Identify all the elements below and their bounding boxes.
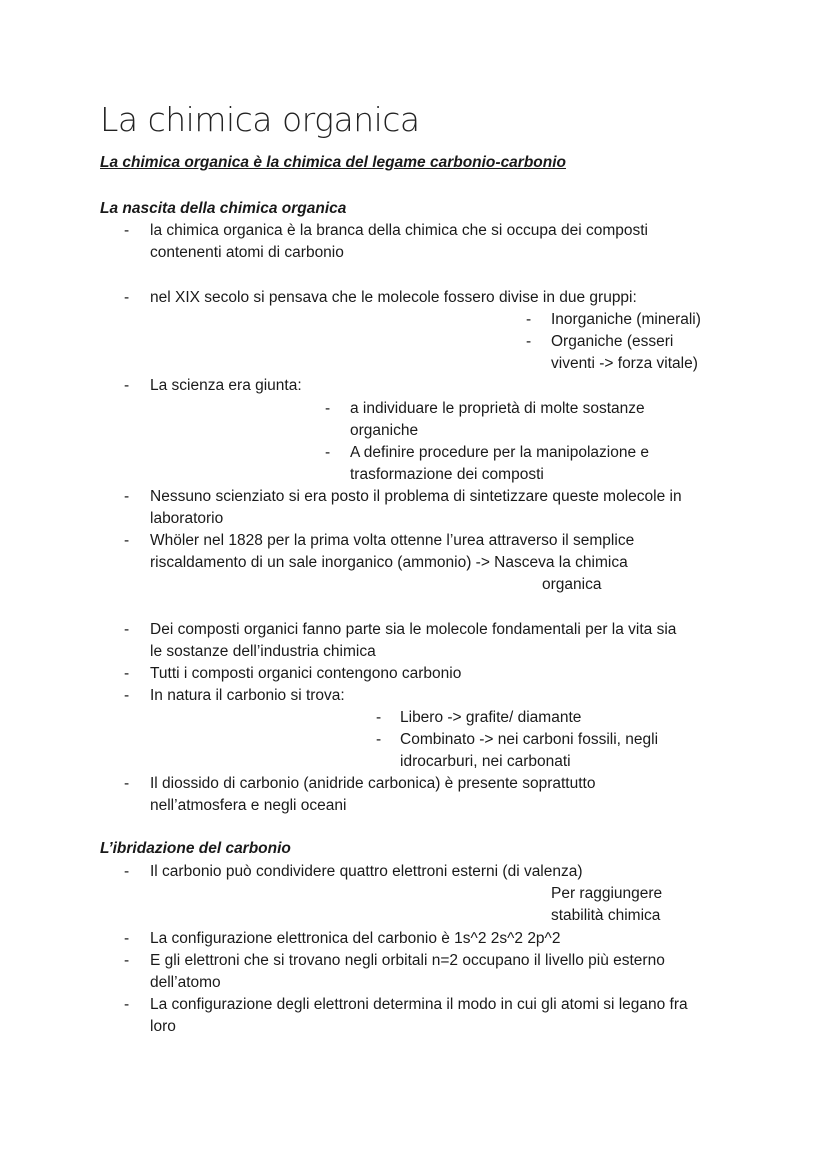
bullet-dash: - [124,665,130,682]
sub-item-line: Inorganiche (minerali) [551,311,701,328]
list-item-line: Dei composti organici fanno parte sia le molecole fondamentali per la vita sia [150,621,677,638]
bullet-dash: - [124,222,130,239]
bullet-dash: - [124,621,130,638]
list-item-line: nel XIX secolo si pensava che le molecole fossero divise in due gruppi: [150,289,637,306]
sub-item-line: Organiche (esseri [551,333,674,350]
list-item-line: dell’atomo [150,974,221,991]
sub-item-line: idrocarburi, nei carbonati [400,753,571,770]
section-heading-ibridazione: L’ibridazione del carbonio [100,840,291,857]
sub-bullet-dash: - [376,709,382,726]
bullet-dash: - [124,488,130,505]
bullet-dash: - [124,863,130,880]
list-item-line: nell’atmosfera e negli oceani [150,797,347,814]
page-title: La chimica organica [100,100,420,139]
list-item-line: Tutti i composti organici contengono carbonio [150,665,462,682]
page-subtitle: La chimica organica è la chimica del legame carbonio-carbonio [100,154,567,171]
sub-item-line: a individuare le proprietà di molte sostanze [350,400,645,417]
list-item-line: Per raggiungere [551,885,663,902]
sub-item-line: organiche [350,422,419,439]
list-item-line: la chimica organica è la branca della chimica che si occupa dei composti [150,222,648,239]
bullet-dash: - [124,377,130,394]
list-item-line: stabilità chimica [551,907,661,924]
list-item-line: La configurazione elettronica del carbonio è 1s^2 2s^2 2p^2 [150,930,561,947]
bullet-dash: - [124,996,130,1013]
sub-item-line: viventi -> forza vitale) [551,355,698,372]
bullet-dash: - [124,930,130,947]
list-item-line: laboratorio [150,510,224,527]
list-item-line: riscaldamento di un sale inorganico (ammonio) -> Nasceva la chimica [150,554,628,571]
list-item-line: La configurazione degli elettroni determina il modo in cui gli atomi si legano fra [150,996,688,1013]
bullet-dash: - [124,952,130,969]
sub-item-line: Libero -> grafite/ diamante [400,709,582,726]
bullet-dash: - [124,532,130,549]
list-item-line: loro [150,1018,176,1035]
sub-bullet-dash: - [376,731,382,748]
list-item-line: Nessuno scienziato si era posto il problema di sintetizzare queste molecole in [150,488,682,505]
sub-item-line: Combinato -> nei carboni fossili, negli [400,731,659,748]
list-item-line: In natura il carbonio si trova: [150,687,345,704]
list-item-line: Il carbonio può condividere quattro elettroni esterni (di valenza) [150,863,583,880]
list-item-line: Whöler nel 1828 per la prima volta ottenne l’urea attraverso il semplice [150,532,635,549]
sub-bullet-dash: - [325,444,331,461]
bullet-dash: - [124,687,130,704]
list-item-line: La scienza era giunta: [150,377,302,394]
sub-item-line: trasformazione dei composti [350,466,544,483]
list-item-line: E gli elettroni che si trovano negli orbitali n=2 occupano il livello più esterno [150,952,665,969]
bullet-dash: - [124,775,130,792]
list-item-line: le sostanze dell’industria chimica [150,643,376,660]
sub-bullet-dash: - [526,311,532,328]
sub-item-line: A definire procedure per la manipolazione e [350,444,649,461]
sub-bullet-dash: - [526,333,532,350]
list-item-line: contenenti atomi di carbonio [150,244,344,261]
bullet-dash: - [124,289,130,306]
list-item-line: organica [542,576,602,593]
section-heading-nascita: La nascita della chimica organica [100,200,347,217]
sub-bullet-dash: - [325,400,331,417]
list-item-line: Il diossido di carbonio (anidride carbonica) è presente soprattutto [150,775,596,792]
